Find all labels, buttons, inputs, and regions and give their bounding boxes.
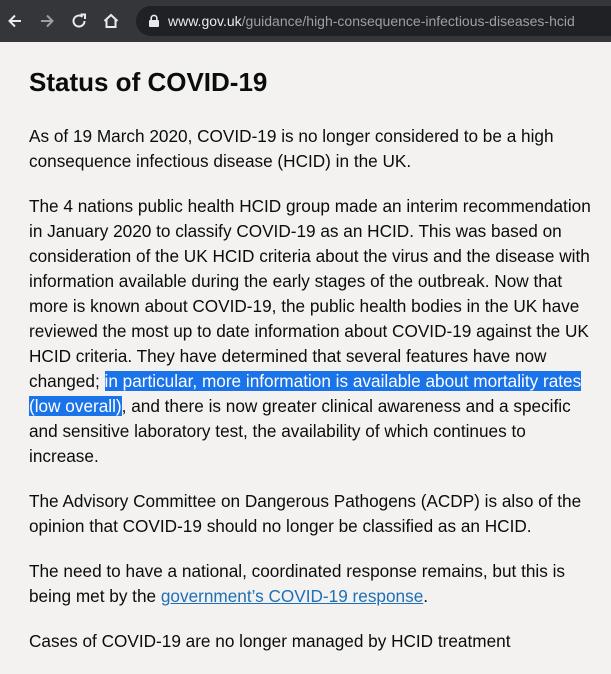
article-body (29, 66, 594, 674)
text-selection-highlight: in particular, more information is available about mortality rates (low overall) (29, 371, 582, 416)
back-arrow-icon (6, 12, 24, 30)
url-path: /guidance/high-consequence-infectious-diseases-hcid (241, 13, 575, 29)
home-icon (102, 12, 120, 30)
paragraph-text: The need to have a national, coordinated response remains, but this is being met by the (29, 561, 566, 606)
url-host: www.gov.uk (168, 13, 242, 29)
address-bar[interactable] (136, 6, 611, 36)
paragraph-status: As of 19 March 2020, COVID-19 is no longer considered to be a high consequence infectious disease (HCID) in the UK. (29, 126, 554, 171)
covid-response-link[interactable]: government’s COVID-19 response (160, 586, 424, 606)
paragraph-response (29, 559, 594, 609)
back-button[interactable] (4, 10, 26, 32)
paragraph-recommendation (29, 194, 594, 469)
lock-icon (148, 14, 160, 28)
forward-button[interactable] (36, 10, 58, 32)
paragraph-text: . (423, 586, 429, 606)
page-title: Status of COVID-19 (29, 67, 268, 97)
browser-toolbar (0, 0, 611, 42)
home-button[interactable] (100, 10, 122, 32)
paragraph-acdp: The Advisory Committee on Dangerous Pathogens (ACDP) is also of the opinion that COVID-19 should no longer be classified as an HCID. (29, 491, 582, 536)
forward-arrow-icon (38, 12, 56, 30)
reload-button[interactable] (68, 10, 90, 32)
paragraph-cases: Cases of COVID-19 are no longer managed by HCID treatment (29, 631, 511, 651)
reload-icon (70, 12, 88, 30)
paragraph-text: , and there is now greater clinical awareness and a specific and sensitive laboratory test, the availability of which continues to increase. (29, 396, 571, 466)
paragraph-text: The 4 nations public health HCID group made an interim recommendation in January 2020 to classify COVID-19 as an HCID. This was based on consideration of the UK HCID criteria about the virus and the disease with information available during the early stages of the outbreak. Now that more is known about COVID-19, the public health bodies in the UK have reviewed the most up to date information about COVID-19 against the UK HCID criteria. They have determined that several features have now changed; (29, 196, 591, 391)
page-content (0, 42, 611, 653)
